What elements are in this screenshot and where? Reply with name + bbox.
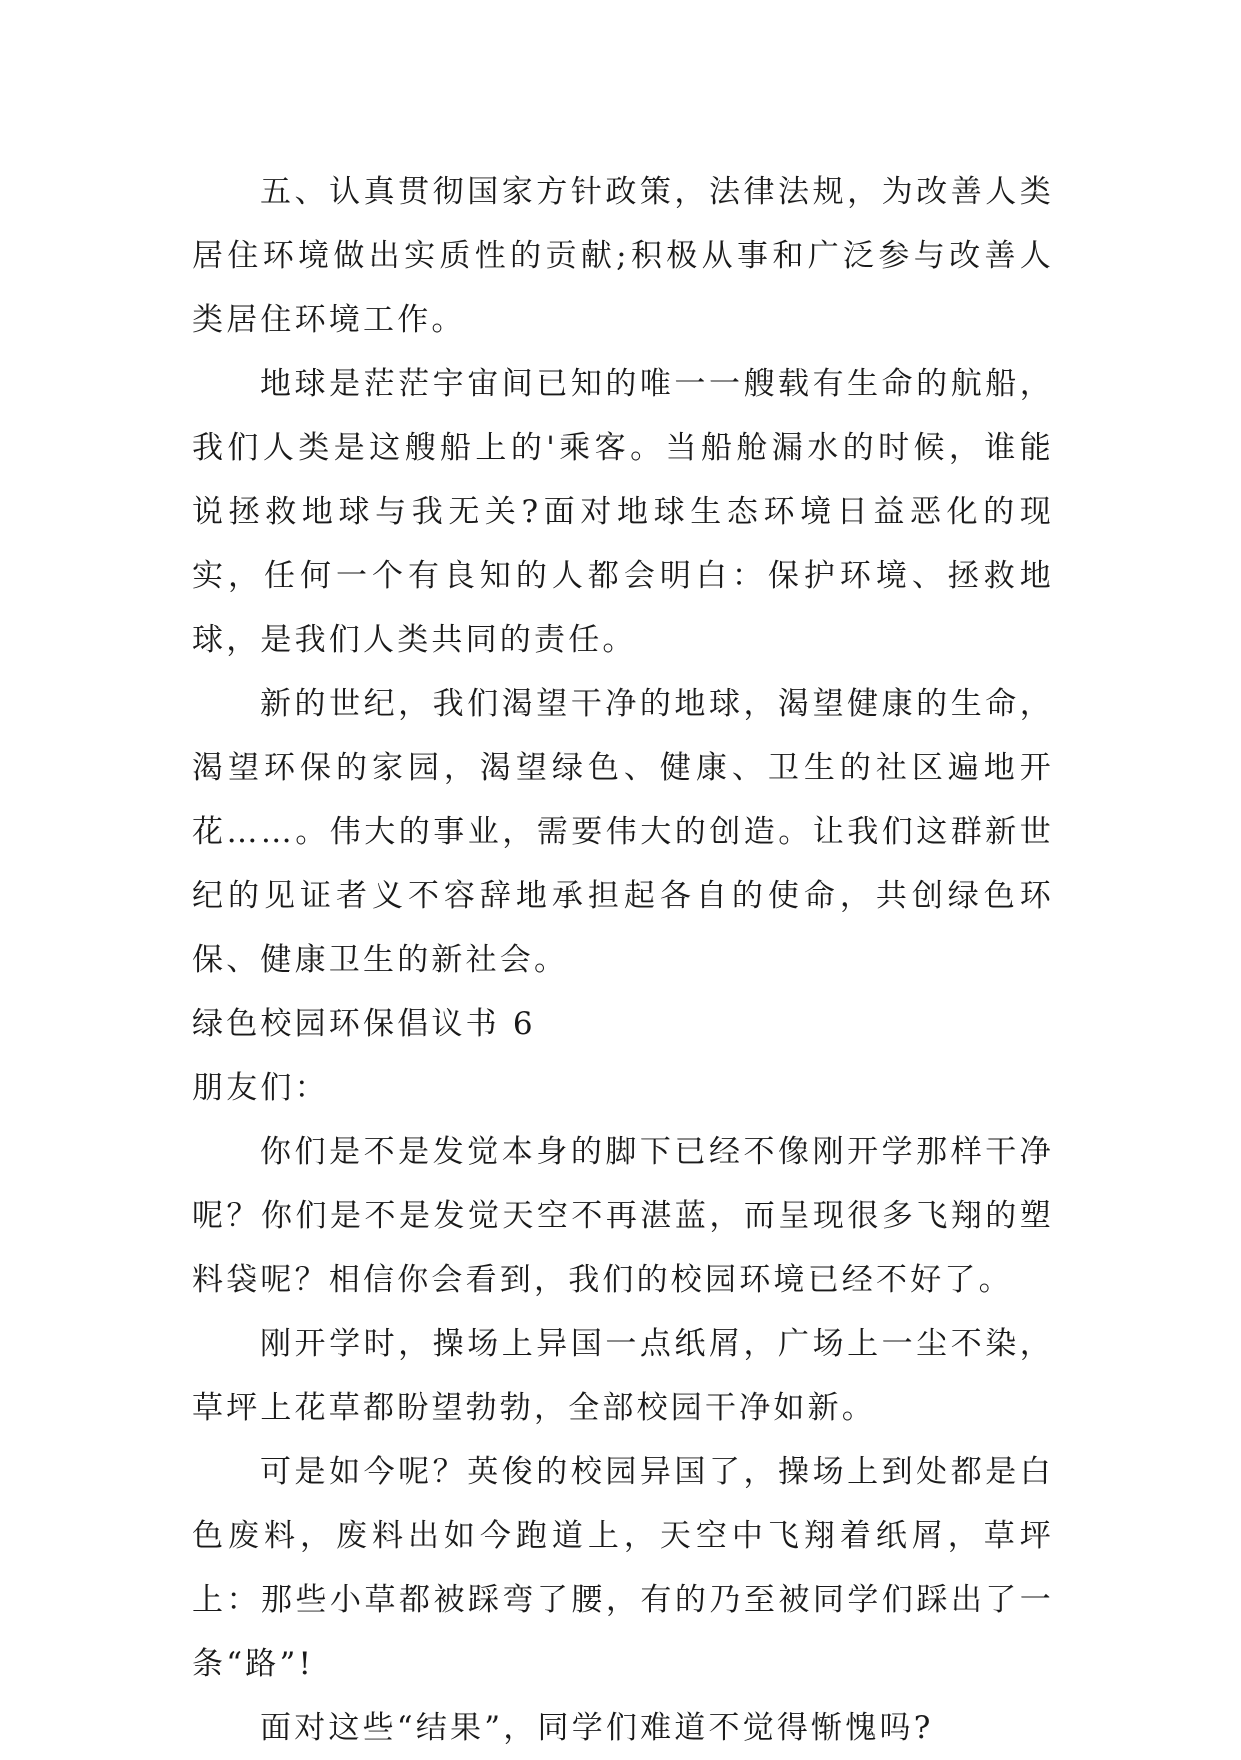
paragraph-new-century: 新的世纪，我们渴望干净的地球，渴望健康的生命，渴望环保的家园，渴望绿色、健康、卫生的社区遍地开花……。伟大的事业，需要伟大的创造。让我们这群新世纪的见证者义不容辞地承担起各自的使命，共创绿色环保、健康卫生的新社会。 bbox=[192, 686, 1054, 978]
paragraph-earth: 地球是茫茫宇宙间已知的唯一一艘载有生命的航船，我们人类是这艘船上的'乘客。当船舱漏水的时候，谁能说拯救地球与我无关?面对地球生态环境日益恶化的现实，任何一个有良知的人都会明白：保护环境、拯救地球，是我们人类共同的责任。 bbox=[192, 366, 1054, 658]
paragraph-now: 可是如今呢？英俊的校园异国了，操场上到处都是白色废料，废料出如今跑道上，天空中飞翔着纸屑，草坪上：那些小草都被踩弯了腰，有的乃至被同学们踩出了一条“路”! bbox=[192, 1454, 1054, 1682]
paragraph-school-start: 刚开学时，操场上异国一点纸屑，广场上一尘不染，草坪上花草都盼望勃勃，全部校园干净如新。 bbox=[192, 1326, 1054, 1426]
paragraph-policy: 五、认真贯彻国家方针政策，法律法规，为改善人类居住环境做出实质性的贡献;积极从事和广泛参与改善人类居住环境工作。 bbox=[192, 174, 1054, 338]
document-body bbox=[192, 160, 1054, 1760]
section-title: 绿色校园环保倡议书 6 bbox=[192, 1006, 536, 1042]
paragraph-ashamed: 面对这些“结果”，同学们难道不觉得惭愧吗? bbox=[260, 1710, 934, 1746]
salutation: 朋友们： bbox=[192, 1070, 329, 1106]
paragraph-campus-question: 你们是不是发觉本身的脚下已经不像刚开学那样干净呢？你们是不是发觉天空不再湛蓝，而呈现很多飞翔的塑料袋呢？相信你会看到，我们的校园环境已经不好了。 bbox=[192, 1134, 1054, 1298]
